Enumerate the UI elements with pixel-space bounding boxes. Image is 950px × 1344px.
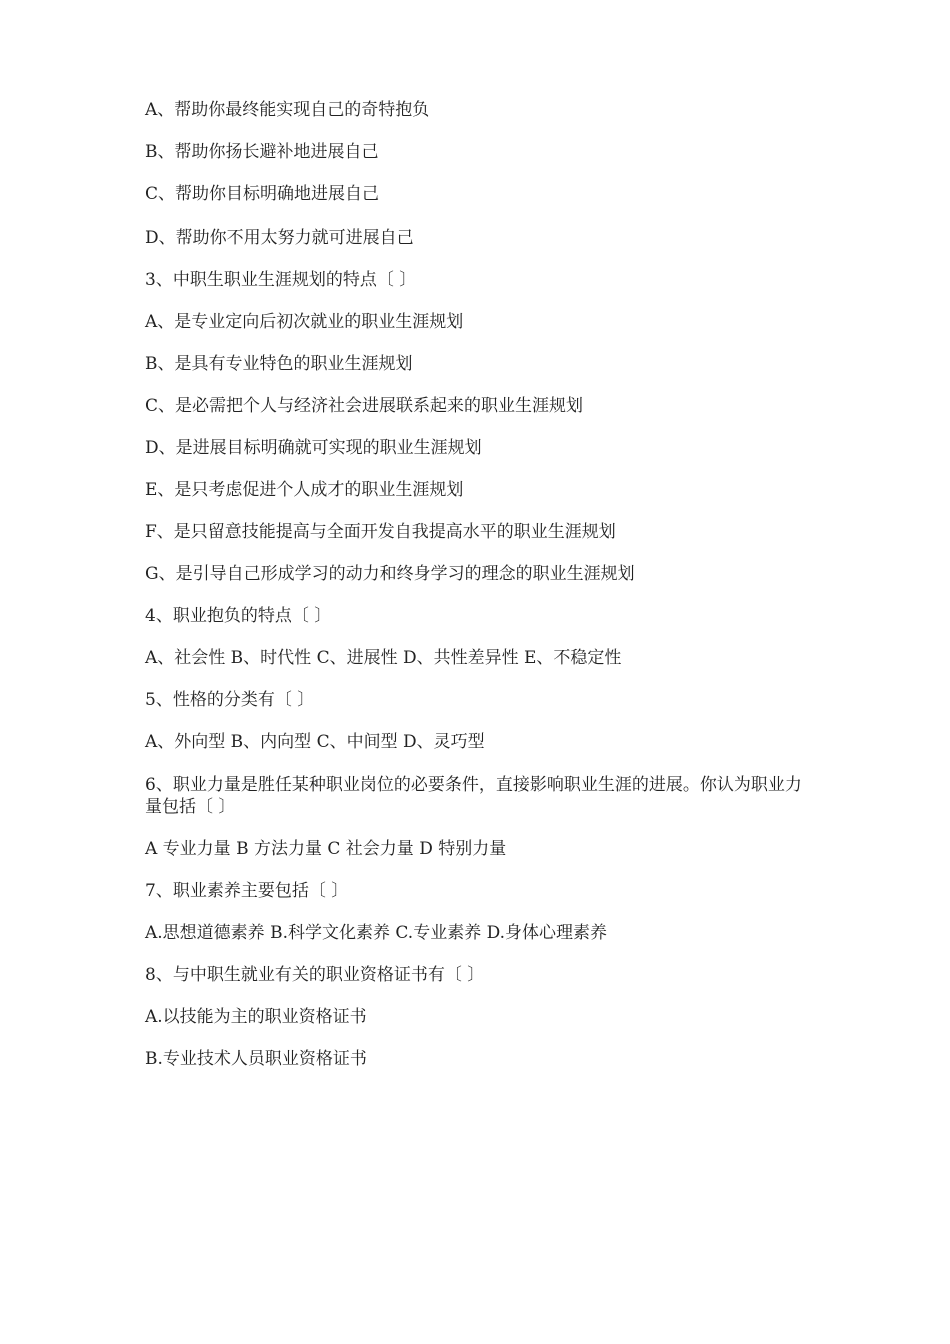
option-b-q3: B、是具有专业特色的职业生涯规划 (145, 354, 413, 374)
option-a-q2: A、帮助你最终能实现自己的奇特抱负 (145, 100, 430, 120)
option-b-q8: B.专业技术人员职业资格证书 (145, 1049, 367, 1069)
options-q4: A、社会性 B、时代性 C、进展性 D、共性差异性 E、不稳定性 (145, 648, 622, 668)
options-q7: A.思想道德素养 B.科学文化素养 C.专业素养 D.身体心理素养 (145, 923, 608, 943)
option-e-q3: E、是只考虑促进个人成才的职业生涯规划 (145, 480, 464, 500)
question-4: 4、职业抱负的特点〔 〕 (145, 606, 332, 626)
option-f-q3: F、是只留意技能提高与全面开发自我提高水平的职业生涯规划 (145, 522, 616, 542)
question-5: 5、性格的分类有〔 〕 (145, 690, 315, 710)
question-8: 8、与中职生就业有关的职业资格证书有〔 〕 (145, 965, 485, 985)
option-a-q3: A、是专业定向后初次就业的职业生涯规划 (145, 312, 464, 332)
options-q6: A 专业力量 B 方法力量 C 社会力量 D 特别力量 (145, 839, 507, 859)
question-7: 7、职业素养主要包括〔 〕 (145, 881, 349, 901)
question-3: 3、中职生职业生涯规划的特点〔 〕 (145, 270, 417, 290)
options-q5: A、外向型 B、内向型 C、中间型 D、灵巧型 (145, 732, 485, 752)
option-g-q3: G、是引导自己形成学习的动力和终身学习的理念的职业生涯规划 (145, 564, 635, 584)
question-6: 6、职业力量是胜任某种职业岗位的必要条件，直接影响职业生涯的进展。你认为职业力量包括〔 〕 (145, 775, 802, 817)
option-d-q3: D、是进展目标明确就可实现的职业生涯规划 (145, 438, 482, 458)
option-a-q8: A.以技能为主的职业资格证书 (145, 1007, 367, 1027)
option-d-q2: D、帮助你不用太努力就可进展自己 (145, 228, 414, 248)
option-c-q3: C、是必需把个人与经济社会进展联系起来的职业生涯规划 (145, 396, 584, 416)
option-c-q2: C、帮助你目标明确地进展自己 (145, 184, 380, 204)
option-b-q2: B、帮助你扬长避补地进展自己 (145, 142, 379, 162)
